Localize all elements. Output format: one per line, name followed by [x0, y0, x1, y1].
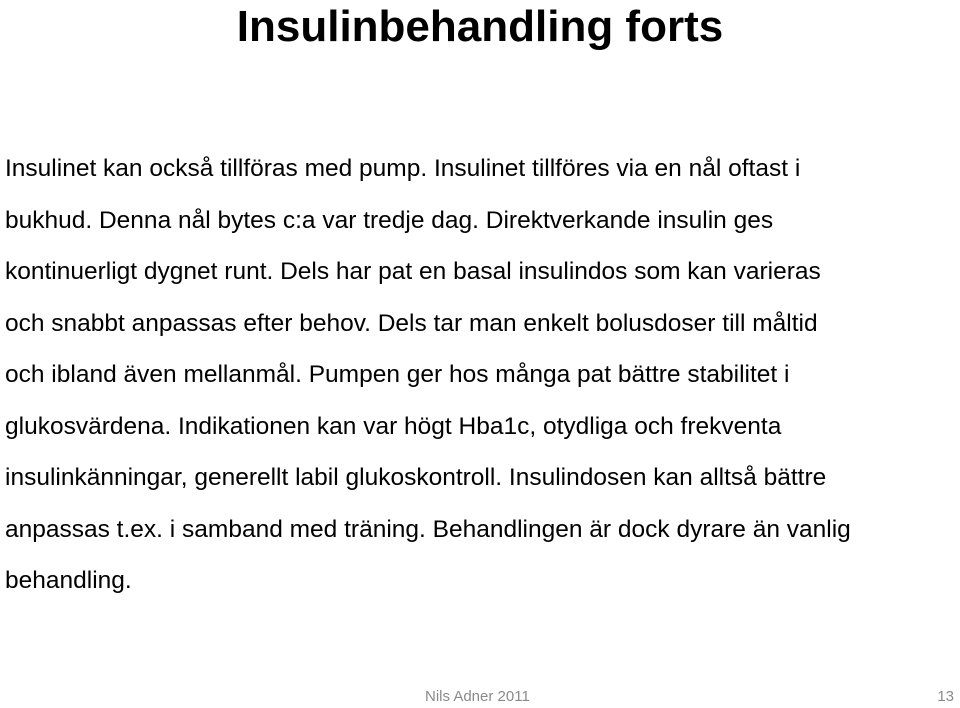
footer-author: Nils Adner 2011 — [425, 688, 530, 705]
body-line: bukhud. Denna nål bytes c:a var tredje dag. Direktverkande insulin ges — [5, 206, 774, 234]
body-line: och snabbt anpassas efter behov. Dels tar man enkelt bolusdoser till måltid — [5, 309, 818, 337]
body-line: glukosvärdena. Indikationen kan var högt Hba1c, otydliga och frekventa — [5, 412, 782, 440]
body-line: anpassas t.ex. i samband med träning. Behandlingen är dock dyrare än vanlig — [5, 515, 851, 543]
slide-title: Insulinbehandling forts — [236, 2, 724, 51]
body-line: och ibland även mellanmål. Pumpen ger hos många pat bättre stabilitet i — [5, 361, 790, 388]
page-number: 13 — [937, 688, 954, 705]
body-line: insulinkänningar, generellt labil glukoskontroll. Insulindosen kan alltså bättre — [5, 464, 827, 491]
body-line: behandling. — [5, 567, 132, 594]
body-line: kontinuerligt dygnet runt. Dels har pat en basal insulindos som kan varieras — [5, 258, 821, 285]
body-line: Insulinet kan också tillföras med pump. Insulinet tillföres via en nål oftast i — [5, 155, 801, 182]
slide-body-text — [5, 143, 955, 607]
